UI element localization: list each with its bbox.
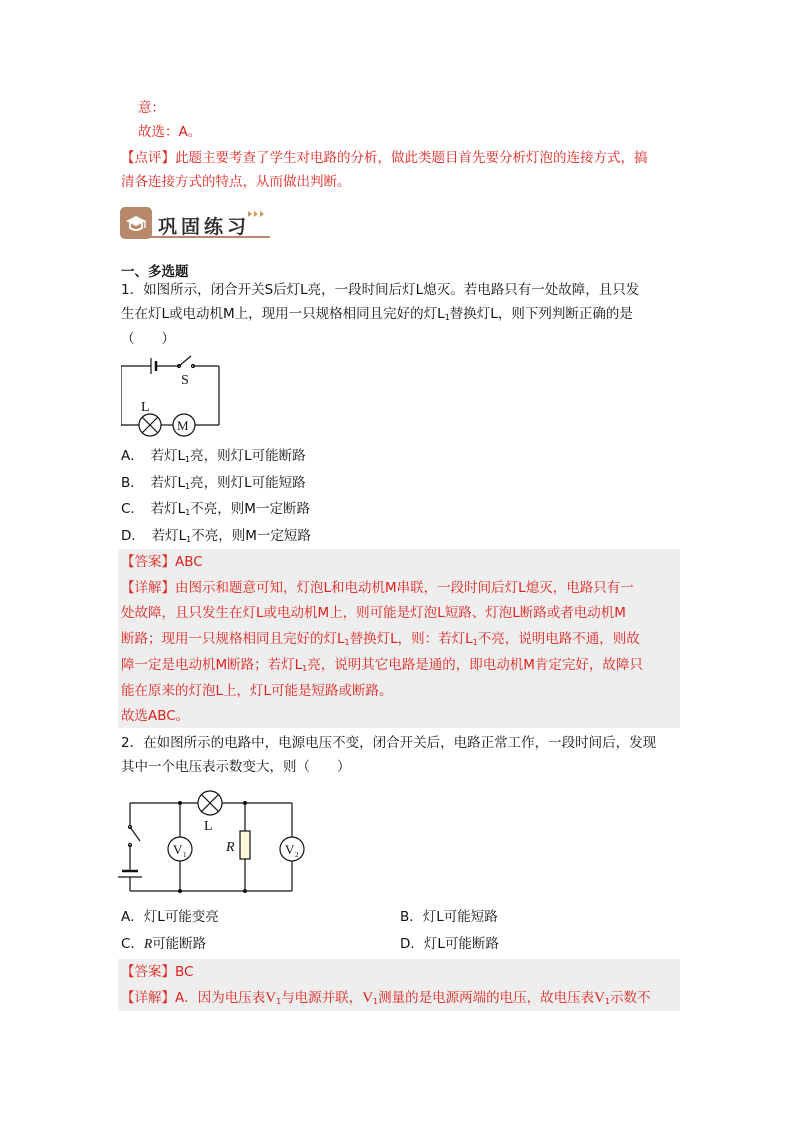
- q1-detail-1: [121, 579, 634, 597]
- q2-opt-c-suffix: 可能断路: [152, 936, 207, 952]
- q1-stem-3: （ ）: [121, 331, 175, 347]
- q1-conclusion: 故选ABC。: [121, 708, 190, 724]
- q2-lamp-label: L: [204, 819, 213, 834]
- detail-c: 测量的是电源两端的电压，故电压表: [378, 990, 595, 1006]
- q1-motor-label: M: [177, 418, 189, 433]
- q1-option-a[interactable]: [121, 447, 306, 469]
- prev-conclusion: 故选：A。: [138, 124, 202, 140]
- detail-label: 【详解】: [121, 990, 175, 1006]
- detail-d: 示数不: [610, 990, 651, 1006]
- q1-opt-a-1: A． 若灯L: [121, 448, 186, 464]
- q2-v2-sub: 2: [295, 851, 299, 859]
- q1-option-c[interactable]: [121, 500, 310, 522]
- detail-text: 由图示和题意可知，灯泡L和电动机M串联，一段时间后灯L熄灭，电路只有一: [175, 580, 634, 596]
- prev-comment-2: 清各连接方式的特点，从而做出判断。: [121, 174, 351, 190]
- q1-opt-d-2: 不亮，则M一定短路: [191, 528, 311, 544]
- q1-switch-label: S: [181, 373, 189, 388]
- q1-option-d[interactable]: [121, 527, 311, 549]
- answer-label: 【答案】: [121, 554, 175, 570]
- q2-option-d[interactable]: D．灯L可能断路: [400, 936, 499, 952]
- answer-value: BC: [175, 964, 194, 980]
- q2-resistor-label: R: [226, 840, 235, 855]
- q1-stem-2a: 生在灯L或电动机M上，现用一只规格相同且完好的灯L: [121, 306, 445, 322]
- answer-value: ABC: [175, 554, 203, 570]
- q1-answer: [121, 553, 203, 571]
- detail-3b: 替换灯L，则：若灯L: [349, 631, 473, 647]
- q1-opt-d-1: D． 若灯L: [121, 528, 187, 544]
- detail-b: 与电源并联，: [281, 990, 363, 1006]
- q1-opt-c-2: 不亮，则M一定断路: [190, 501, 310, 517]
- q2-detail: [121, 989, 651, 1011]
- subscript: 1: [344, 638, 350, 647]
- q1-detail-4: [121, 656, 643, 678]
- q2-option-b[interactable]: B．灯L可能短路: [400, 909, 498, 925]
- v1-symbol: V: [362, 990, 374, 1006]
- q2-v1-sub: 1: [183, 851, 187, 859]
- subscript: 1: [444, 313, 450, 322]
- subscript: 1: [185, 482, 191, 491]
- graduation-cap-icon: [120, 207, 152, 239]
- q1-stem-2b: 替换灯L，则下列判断正确的是: [449, 306, 633, 322]
- q1-circuit-diagram: [121, 350, 221, 440]
- q1-stem-1: 1．如图所示，闭合开关S后灯L亮，一段时间后灯L熄灭。若电路只有一处故障，且只发: [121, 282, 640, 298]
- q2-circuit-diagram: [118, 783, 308, 898]
- v1-symbol: V: [594, 990, 605, 1006]
- comment-label: 【点评】: [121, 150, 175, 166]
- q2-opt-c-prefix: C．: [121, 936, 144, 952]
- q1-lamp-label: L: [141, 400, 150, 415]
- q1-opt-b-2: 亮，则灯L可能短路: [190, 475, 306, 491]
- subscript: 1: [302, 664, 308, 673]
- q1-detail-5: 能在原来的灯泡L上，灯L可能是短路或断路。: [121, 683, 393, 699]
- q1-detail-2: 处故障，且只发生在灯L或电动机M上，则可能是灯泡L短路、灯泡L断路或者电动机M: [121, 605, 626, 621]
- detail-4b: 亮，说明其它电路是通的，即电动机M肯定完好，故障只: [307, 657, 643, 673]
- q2-v2-label: V: [285, 842, 295, 857]
- q2-answer: [121, 963, 193, 981]
- v1-symbol: V: [265, 990, 277, 1006]
- q2-stem-2: 其中一个电压表示数变大，则（ ）: [121, 759, 351, 775]
- q1-opt-b-1: B． 若灯L: [121, 475, 186, 491]
- subscript: 1: [185, 508, 191, 517]
- comment-text-1: 此题主要考查了学生对电路的分析，做此类题目首先要分析灯泡的连接方式，搞: [175, 150, 648, 166]
- q1-opt-a-2: 亮，则灯L可能断路: [190, 448, 306, 464]
- subscript: 1: [186, 535, 192, 544]
- detail-3a: 断路；现用一只规格相同且完好的灯L: [121, 631, 345, 647]
- q2-option-c[interactable]: [121, 935, 206, 953]
- q1-detail-3: [121, 630, 640, 652]
- subscript: 1: [373, 997, 379, 1006]
- q1-opt-c-1: C． 若灯L: [121, 501, 186, 517]
- q2-v1-label: V: [173, 842, 183, 857]
- part-title: 一、多选题: [121, 264, 189, 280]
- q2-stem-1: 2．在如图所示的电路中，电源电压不变，闭合开关后，电路正常工作，一段时间后，发现: [121, 735, 657, 751]
- q2-opt-c-r: R: [143, 936, 153, 951]
- q1-stem-2: [121, 305, 633, 327]
- section-title: 巩固练习: [158, 216, 251, 238]
- q1-option-b[interactable]: [121, 474, 306, 496]
- subscript: 1: [604, 997, 611, 1006]
- subscript: 1: [472, 638, 478, 647]
- detail-4a: 障一定是电动机M断路；若灯L: [121, 657, 303, 673]
- detail-3c: 不亮，说明电路不通，则故: [477, 631, 640, 647]
- q2-option-a[interactable]: A．灯L可能变亮: [121, 909, 219, 925]
- detail-label: 【详解】: [121, 580, 175, 596]
- prev-comment: [121, 149, 648, 167]
- prev-line-1: 意：: [138, 100, 165, 116]
- subscript: 1: [185, 455, 191, 464]
- subscript: 1: [276, 997, 282, 1006]
- section-badge: [120, 207, 274, 241]
- detail-a: A．因为电压表: [175, 990, 266, 1006]
- answer-label: 【答案】: [121, 964, 175, 980]
